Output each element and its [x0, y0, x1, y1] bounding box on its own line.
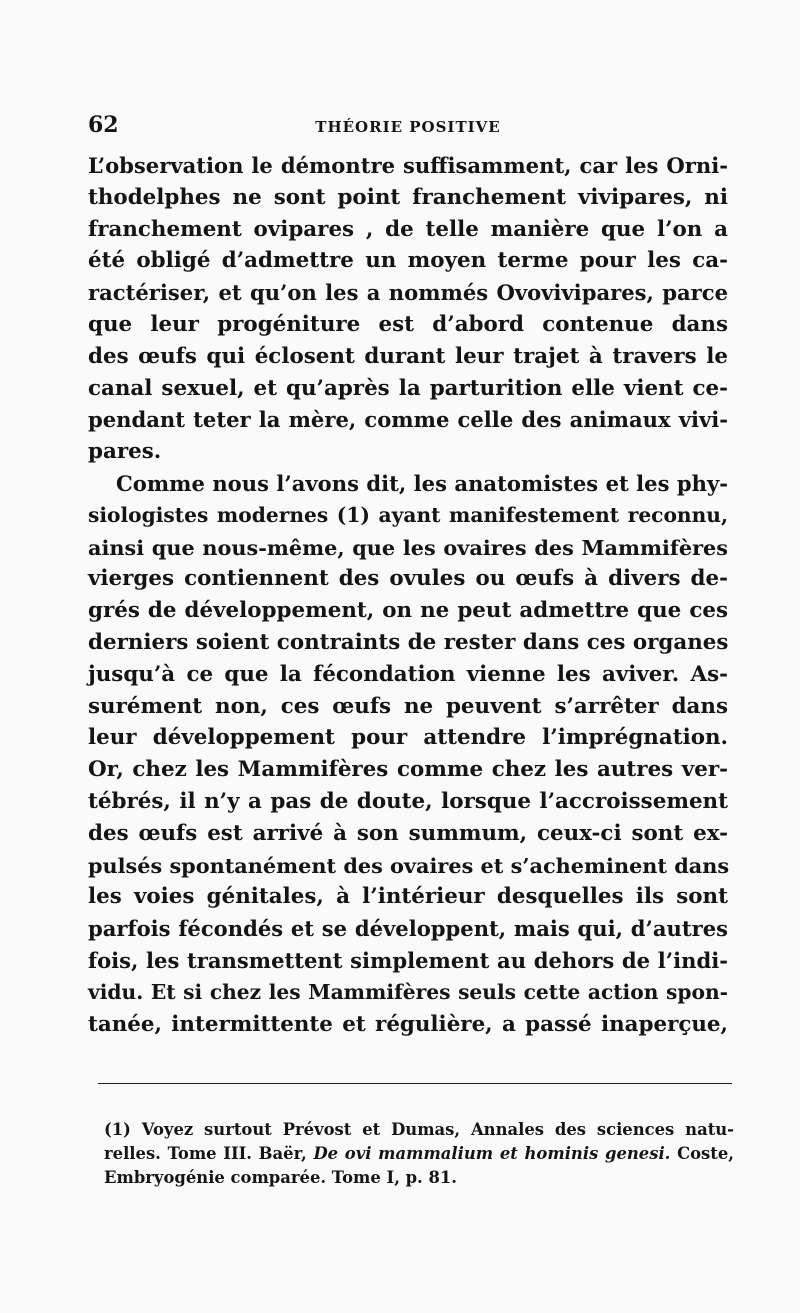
- text-line: que leur progéniture est d’abord contenue dans: [88, 311, 728, 337]
- text-line: vierges contiennent des ovules ou œufs à divers de-: [88, 566, 728, 592]
- text-line: pares.: [88, 439, 162, 465]
- footnote-line: Embryogénie comparée. Tome I, p. 81.: [104, 1168, 457, 1187]
- text-line: Or, chez les Mammifères comme chez les autres ver-: [88, 757, 728, 783]
- text-line: surément non, ces œufs ne peuvent s’arrêter dans: [88, 693, 728, 719]
- text-line: canal sexuel, et qu’après la parturition elle vient ce-: [88, 375, 728, 401]
- page-header: [88, 112, 728, 142]
- text-line: L’observation le démontre suffisamment, car les Orni-: [88, 153, 728, 178]
- text-line: pendant teter la mère, comme celle des animaux vivi-: [88, 407, 728, 433]
- footnote: [104, 1118, 734, 1190]
- footnote-text: Coste,: [670, 1144, 734, 1163]
- body-text: [88, 150, 728, 1040]
- text-line: derniers soient contraints de rester dans ces organes: [88, 629, 729, 655]
- page-number: 62: [88, 112, 119, 138]
- text-line: grés de développement, on ne peut admettre que ces: [88, 598, 728, 624]
- text-line: fois, les transmettent simplement au dehors de l’indi-: [88, 947, 728, 973]
- text-line: des œufs qui éclosent durant leur trajet à travers le: [88, 343, 728, 369]
- text-line: leur développement pour attendre l’imprégnation.: [88, 725, 728, 751]
- text-line: vidu. Et si chez les Mammifères seuls cette action spon-: [88, 979, 728, 1004]
- footnote-text: relles. Tome III. Baër,: [104, 1144, 314, 1163]
- text-line: siologistes modernes (1) ayant manifestement reconnu,: [88, 502, 728, 527]
- text-line: franchement ovipares , de telle manière que l’on a: [88, 216, 728, 242]
- text-line: thodelphes ne sont point franchement vivipares, ni: [88, 184, 728, 210]
- text-line: tanée, intermittente et régulière, a passé inaperçue,: [88, 1011, 728, 1037]
- text-line: ractériser, et qu’on les a nommés Ovovivipares, parce: [88, 280, 728, 306]
- text-line: pulsés spontanément des ovaires et s’acheminent dans: [88, 852, 730, 878]
- text-line: parfois fécondés et se développent, mais qui, d’autres: [88, 916, 728, 942]
- footnote-italic-title: De ovi mammalium et hominis genesi.: [313, 1144, 671, 1163]
- text-line: les voies génitales, à l’intérieur desquelles ils sont: [88, 884, 728, 910]
- footnote-line: [104, 1142, 734, 1166]
- footnote-line: (1) Voyez surtout Prévost et Dumas, Annales des sciences natu-: [104, 1120, 734, 1139]
- paragraph-start-line: Comme nous l’avons dit, les anatomistes et les phy-: [116, 470, 728, 496]
- text-line: jusqu’à ce que la fécondation vienne les aviver. As-: [88, 661, 728, 687]
- text-line: tébrés, il n’y a pas de doute, lorsque l’accroissement: [88, 788, 728, 814]
- running-head: THÉORIE POSITIVE: [315, 118, 501, 136]
- text-line: des œufs est arrivé à son summum, ceux-ci sont ex-: [88, 820, 728, 846]
- text-line: ainsi que nous-même, que les ovaires des Mammifères: [88, 534, 728, 560]
- text-line: été obligé d’admettre un moyen terme pour les ca-: [88, 248, 728, 274]
- footnote-divider: [98, 1083, 732, 1084]
